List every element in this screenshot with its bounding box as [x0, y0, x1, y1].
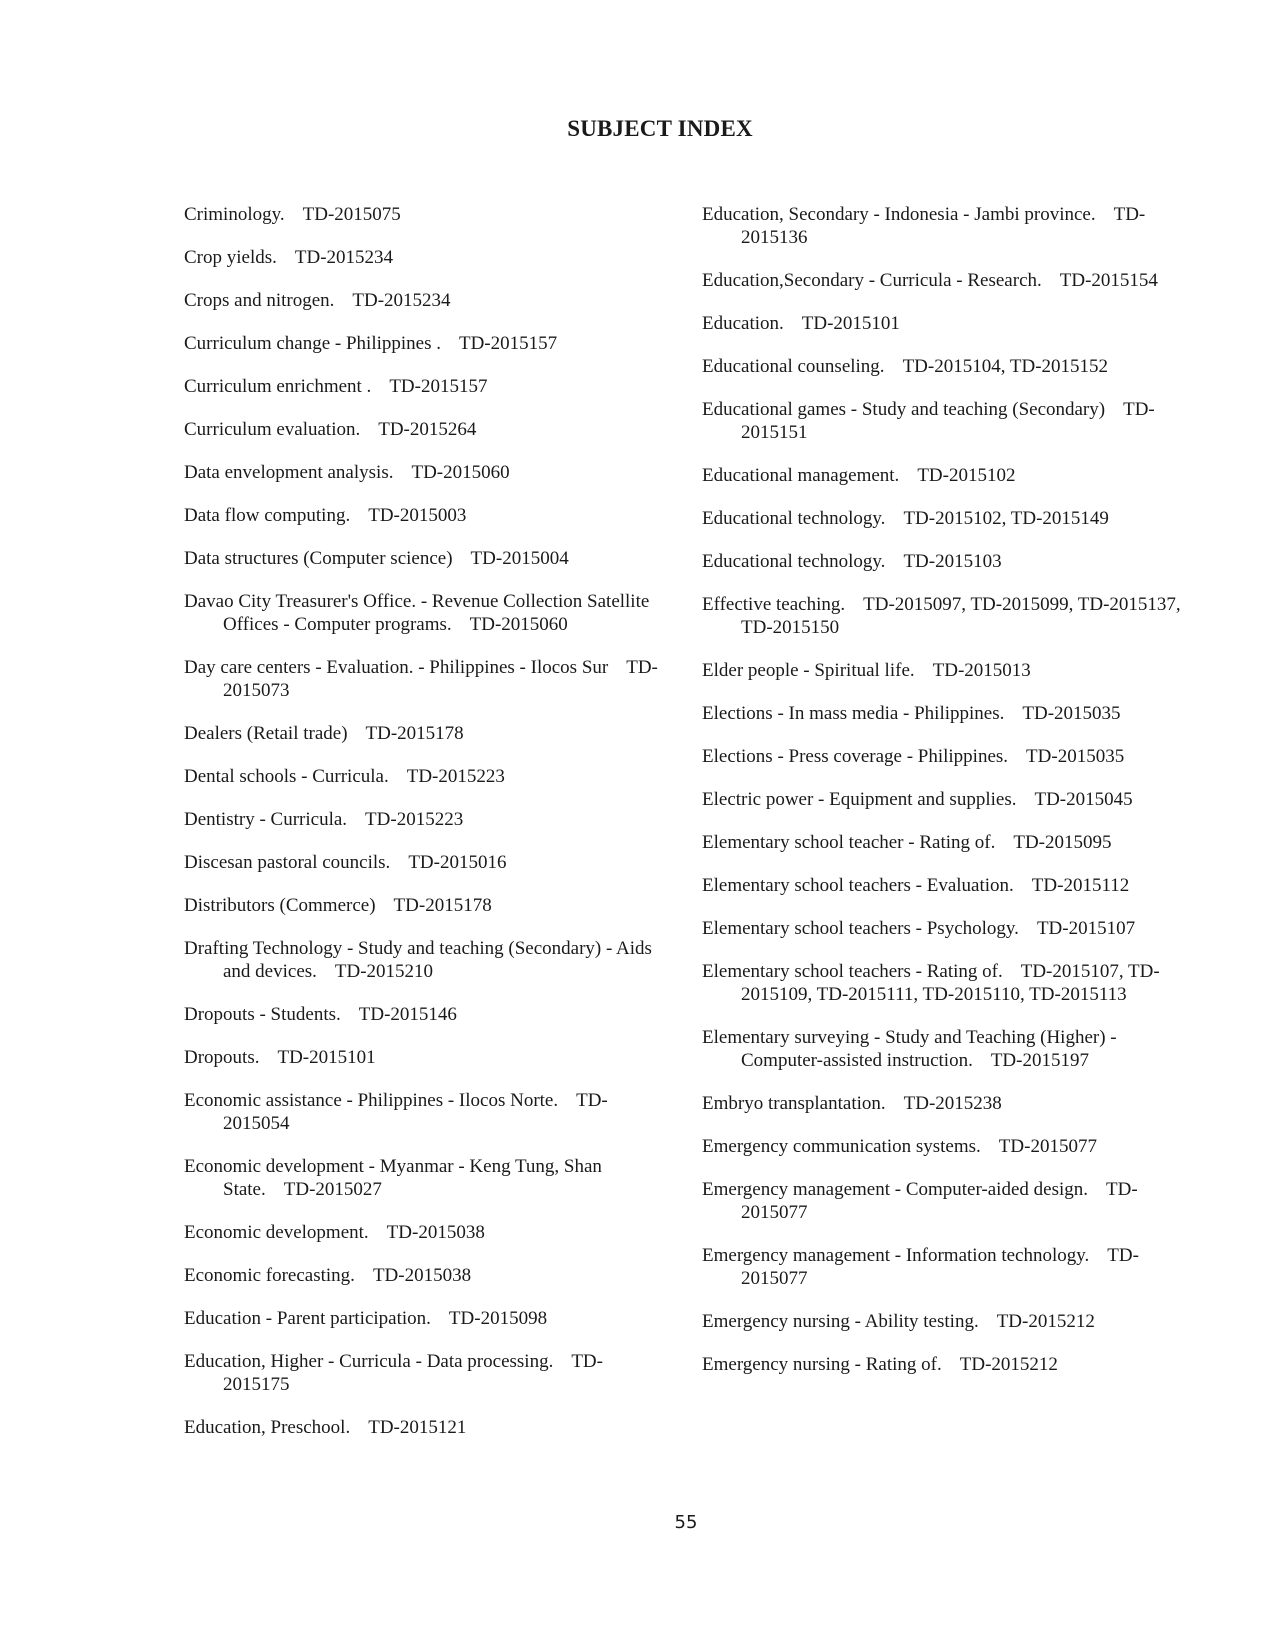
- entry-term: Elementary school teachers - Rating of.: [702, 961, 1003, 982]
- entry-term: Emergency management - Computer-aided design.: [702, 1179, 1089, 1200]
- entry-refs: TD-2015238: [903, 1093, 1002, 1114]
- entry-refs: TD-2015073: [223, 657, 658, 701]
- entry-term: Elementary surveying - Study and Teaching (Higher) - Computer-assisted instruction.: [702, 1027, 1117, 1071]
- index-entry: [184, 1307, 664, 1330]
- index-entry: [184, 289, 664, 312]
- entry-term: Dealers (Retail trade): [184, 723, 348, 744]
- entry-term: Economic forecasting.: [184, 1265, 355, 1286]
- entry-refs: TD-2015013: [932, 660, 1031, 681]
- entry-refs: TD-2015060: [469, 614, 568, 635]
- entry-refs: TD-2015095: [1013, 832, 1112, 853]
- entry-refs: TD-2015112: [1031, 875, 1130, 896]
- entry-refs: TD-2015098: [448, 1308, 548, 1329]
- index-entry: [702, 269, 1197, 292]
- entry-term: Elementary school teachers - Psychology.: [702, 918, 1019, 939]
- entry-refs: TD-2015157: [458, 333, 558, 354]
- entry-term: Education.: [702, 313, 784, 334]
- index-entry: [184, 1003, 664, 1026]
- index-entry: [702, 398, 1197, 444]
- index-entry: [184, 332, 664, 355]
- entry-term: Curriculum evaluation.: [184, 419, 361, 440]
- entry-refs: TD-2015038: [386, 1222, 485, 1243]
- entry-term: Data structures (Computer science): [184, 548, 453, 569]
- index-entry: [702, 874, 1197, 897]
- index-entry: [184, 722, 664, 745]
- entry-term: Education, Preschool.: [184, 1417, 351, 1438]
- entry-term: Educational technology.: [702, 551, 886, 572]
- entry-term: Day care centers - Evaluation. - Philippines - Ilocos Sur: [184, 657, 609, 678]
- index-entry: [184, 203, 664, 226]
- entry-refs: TD-2015102: [917, 465, 1016, 486]
- entry-refs: TD-2015234: [352, 290, 451, 311]
- index-entry: [184, 1264, 664, 1287]
- index-entry: [702, 745, 1197, 768]
- entry-refs: TD-2015038: [372, 1265, 472, 1286]
- entry-term: Distributors (Commerce): [184, 895, 376, 916]
- index-entry: [184, 656, 664, 702]
- index-entry: [184, 547, 664, 570]
- entry-refs: TD-2015027: [283, 1179, 382, 1200]
- entry-term: Crops and nitrogen.: [184, 290, 335, 311]
- page-title: SUBJECT INDEX: [567, 116, 753, 141]
- entry-refs: TD-2015151: [741, 399, 1155, 443]
- page-number: 55: [674, 1512, 698, 1533]
- entry-refs: TD-2015136: [741, 204, 1146, 248]
- entry-refs: TD-2015102, TD-2015149: [903, 508, 1109, 529]
- index-entry: [184, 765, 664, 788]
- entry-term: Educational management.: [702, 465, 900, 486]
- index-entry: [702, 464, 1197, 487]
- entry-refs: TD-2015054: [223, 1090, 608, 1134]
- index-entry: [702, 1135, 1197, 1158]
- entry-refs: TD-2015035: [1026, 746, 1125, 767]
- entry-term: Education, Higher - Curricula - Data processing.: [184, 1351, 554, 1372]
- index-entry: [184, 1416, 664, 1439]
- index-entry: [702, 593, 1197, 639]
- entry-term: Education,Secondary - Curricula - Research.: [702, 270, 1042, 291]
- entry-refs: TD-2015104, TD-2015152: [902, 356, 1109, 377]
- entry-term: Criminology.: [184, 204, 285, 225]
- entry-refs: TD-2015121: [368, 1417, 467, 1438]
- entry-term: Emergency communication systems.: [702, 1136, 981, 1157]
- index-entry: [702, 312, 1197, 335]
- entry-term: Davao City Treasurer's Office. - Revenue Collection Satellite Offices - Computer programs.: [184, 591, 650, 635]
- index-entry: [184, 1221, 664, 1244]
- entry-term: Dropouts.: [184, 1047, 260, 1068]
- entry-refs: TD-2015103: [903, 551, 1002, 572]
- index-entry: [702, 203, 1197, 249]
- entry-term: Economic development.: [184, 1222, 369, 1243]
- index-entry: [702, 507, 1197, 530]
- index-column-right: [702, 203, 1197, 1396]
- index-entry: [184, 504, 664, 527]
- entry-refs: TD-2015016: [408, 852, 507, 873]
- entry-term: Elder people - Spiritual life.: [702, 660, 915, 681]
- index-entry: [184, 461, 664, 484]
- index-entry: [184, 375, 664, 398]
- index-entry: [184, 1046, 664, 1069]
- entry-refs: TD-2015004: [470, 548, 569, 569]
- entry-term: Educational counseling.: [702, 356, 885, 377]
- entry-term: Elections - In mass media - Philippines.: [702, 703, 1005, 724]
- entry-refs: TD-2015077: [741, 1179, 1138, 1223]
- entry-refs: TD-2015197: [990, 1050, 1089, 1071]
- entry-refs: TD-2015178: [365, 723, 464, 744]
- index-entry: [702, 1178, 1197, 1224]
- index-entry: [184, 1089, 664, 1135]
- entry-refs: TD-2015264: [378, 419, 477, 440]
- entry-term: Education, Secondary - Indonesia - Jambi province.: [702, 204, 1096, 225]
- index-entry: [702, 659, 1197, 682]
- entry-term: Effective teaching.: [702, 594, 846, 615]
- entry-term: Drafting Technology - Study and teaching (Secondary) - Aids and devices.: [184, 938, 652, 982]
- entry-term: Elections - Press coverage - Philippines.: [702, 746, 1009, 767]
- index-entry: [184, 1350, 664, 1396]
- index-entry: [702, 917, 1197, 940]
- entry-term: Crop yields.: [184, 247, 277, 268]
- index-entry: [184, 894, 664, 917]
- index-entry: [184, 808, 664, 831]
- index-entry: [702, 550, 1197, 573]
- entry-refs: TD-2015212: [996, 1311, 1095, 1332]
- index-entry: [702, 1026, 1197, 1072]
- entry-refs: TD-2015234: [294, 247, 394, 268]
- entry-term: Emergency management - Information technology.: [702, 1245, 1090, 1266]
- entry-term: Dentistry - Curricula.: [184, 809, 348, 830]
- entry-term: Dental schools - Curricula.: [184, 766, 389, 787]
- entry-term: Data flow computing.: [184, 505, 351, 526]
- index-entry: [702, 1244, 1197, 1290]
- index-entry: [702, 788, 1197, 811]
- entry-refs: TD-2015045: [1034, 789, 1133, 810]
- entry-term: Education - Parent participation.: [184, 1308, 431, 1329]
- entry-refs: TD-2015107, TD-2015109, TD-2015111, TD-2015110, TD-2015113: [741, 961, 1160, 1005]
- entry-term: Dropouts - Students.: [184, 1004, 341, 1025]
- index-entry: [702, 1310, 1197, 1333]
- index-entry: [702, 355, 1197, 378]
- index-entry: [184, 851, 664, 874]
- entry-term: Electric power - Equipment and supplies.: [702, 789, 1017, 810]
- entry-refs: TD-2015101: [801, 313, 900, 334]
- entry-refs: TD-2015077: [998, 1136, 1097, 1157]
- entry-refs: TD-2015107: [1036, 918, 1136, 939]
- entry-term: Educational games - Study and teaching (Secondary): [702, 399, 1106, 420]
- entry-term: Economic development - Myanmar - Keng Tung, Shan State.: [184, 1156, 602, 1200]
- entry-term: Curriculum enrichment .: [184, 376, 372, 397]
- entry-term: Discesan pastoral councils.: [184, 852, 391, 873]
- entry-term: Data envelopment analysis.: [184, 462, 394, 483]
- entry-refs: TD-2015003: [368, 505, 467, 526]
- entry-refs: TD-2015210: [334, 961, 434, 982]
- entry-refs: TD-2015157: [389, 376, 488, 397]
- index-column-left: [184, 203, 664, 1459]
- index-entry: [702, 702, 1197, 725]
- index-entry: [702, 960, 1197, 1006]
- entry-refs: TD-2015146: [358, 1004, 457, 1025]
- entry-refs: TD-2015077: [741, 1245, 1139, 1289]
- index-entry: [184, 418, 664, 441]
- entry-refs: TD-2015060: [411, 462, 510, 483]
- entry-refs: TD-2015101: [277, 1047, 376, 1068]
- entry-refs: TD-2015223: [406, 766, 505, 787]
- index-entry: [184, 246, 664, 269]
- entry-term: Curriculum change - Philippines .: [184, 333, 441, 354]
- index-entry: [184, 590, 664, 636]
- entry-term: Elementary school teachers - Evaluation.: [702, 875, 1014, 896]
- entry-term: Economic assistance - Philippines - Ilocos Norte.: [184, 1090, 559, 1111]
- entry-term: Emergency nursing - Rating of.: [702, 1354, 942, 1375]
- index-entry: [184, 1155, 664, 1201]
- entry-refs: TD-2015223: [365, 809, 464, 830]
- entry-term: Emergency nursing - Ability testing.: [702, 1311, 979, 1332]
- entry-term: Elementary school teacher - Rating of.: [702, 832, 996, 853]
- entry-refs: TD-2015175: [223, 1351, 603, 1395]
- entry-refs: TD-2015035: [1022, 703, 1121, 724]
- entry-refs: TD-2015178: [393, 895, 492, 916]
- entry-refs: TD-2015212: [959, 1354, 1058, 1375]
- entry-refs: TD-2015097, TD-2015099, TD-2015137, TD-2015150: [741, 594, 1181, 638]
- index-entry: [702, 831, 1197, 854]
- entry-refs: TD-2015154: [1059, 270, 1158, 291]
- entry-term: Educational technology.: [702, 508, 886, 529]
- entry-refs: TD-2015075: [302, 204, 401, 225]
- index-entry: [702, 1092, 1197, 1115]
- index-entry: [184, 937, 664, 983]
- index-entry: [702, 1353, 1197, 1376]
- entry-term: Embryo transplantation.: [702, 1093, 886, 1114]
